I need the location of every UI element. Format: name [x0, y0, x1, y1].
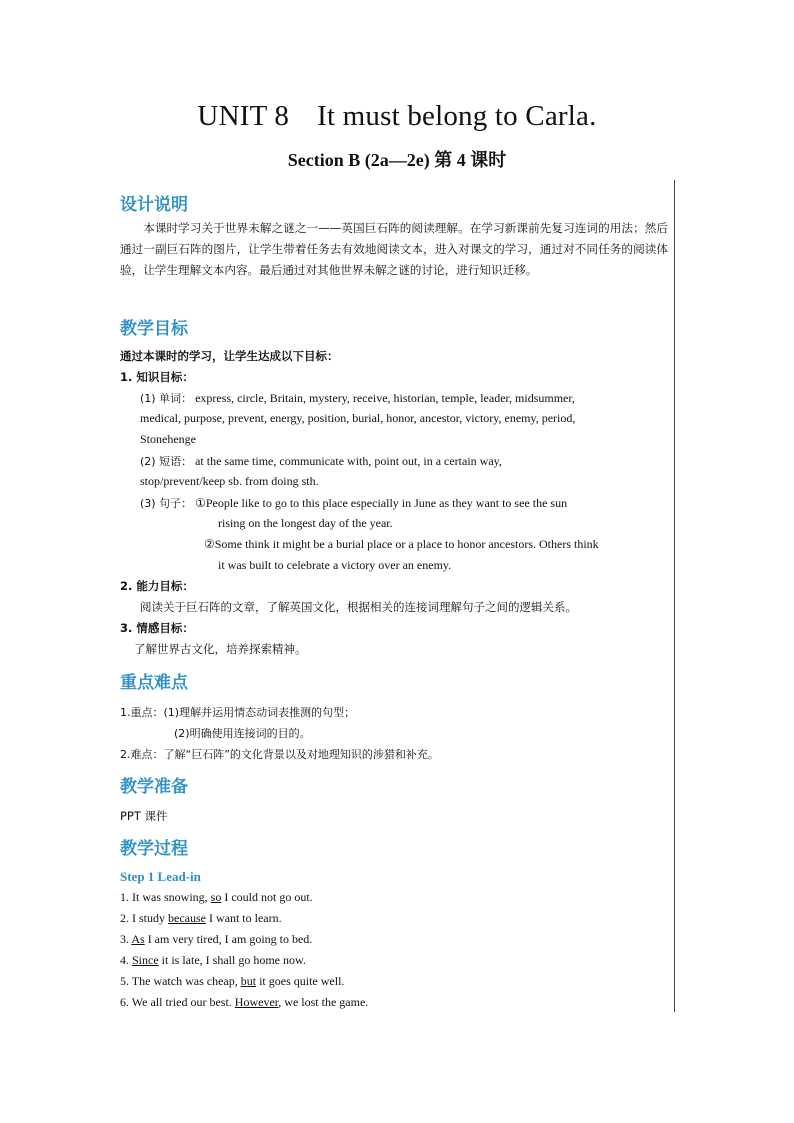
- step-1-title: Step 1 Lead-in: [120, 869, 201, 884]
- sentence-text: I am very tired, I am going to bed.: [144, 932, 313, 946]
- sentence-text: 2. I study: [120, 911, 168, 925]
- connective-word: As: [131, 932, 145, 946]
- connective-word: because: [168, 911, 206, 925]
- words-line-1: [140, 390, 575, 406]
- keypoints-heading: 重点难点: [120, 673, 188, 693]
- sentence-text: I want to learn.: [205, 911, 282, 925]
- sentence-1b: rising on the longest day of the year.: [218, 516, 393, 530]
- sentence-text: 3.: [120, 932, 132, 946]
- emotion-title: 3. 情感目标：: [120, 621, 194, 635]
- key-point-1: (1)理解并运用情态动词表推测的句型；: [163, 706, 356, 719]
- sentence-text: it is late, I shall go home now.: [158, 953, 306, 967]
- unit-number: UNIT 8: [197, 100, 290, 132]
- objectives-heading: 教学目标: [120, 319, 188, 339]
- phrases-label: (2) 短语：: [140, 455, 193, 468]
- key-point-2: (2)明确使用连接词的目的。: [174, 727, 311, 740]
- design-heading: 设计说明: [120, 195, 188, 215]
- section-subtitle: Section B (2a—2e) 第 4 课时: [287, 150, 507, 170]
- leadin-sentence: [120, 974, 344, 989]
- sentence-2a: ②Some think it might be a burial place or a place to honor ancestors. Others think: [204, 537, 599, 551]
- prep-text: PPT 课件: [120, 809, 168, 823]
- connective-word: so: [210, 890, 222, 904]
- words-text: express, circle, Britain, mystery, receive, historian, temple, leader, midsummer,: [195, 391, 575, 405]
- sentence-1-line-1: [140, 495, 567, 511]
- design-text: 本课时学习关于世界未解之谜之一——英国巨石阵的阅读理解。在学习新课前先复习连词的用法；然后通过一副巨石阵的图片，让学生带着任务去有效地阅读文本，进入对课文的学习，通过对不同任务的阅读体验，让学生理解文本内容。最后通过对其他世界未解之谜的讨论，进行知识迁移。: [120, 221, 668, 277]
- sentence-text: I could not go out.: [221, 890, 313, 904]
- prep-heading: 教学准备: [120, 777, 188, 797]
- sentence-text: 5. The watch was cheap,: [120, 974, 241, 988]
- sentence-text: it goes quite well.: [256, 974, 345, 988]
- words-line-2: medical, purpose, prevent, energy, position, burial, honor, ancestor, victory, enemy, period,: [140, 411, 576, 425]
- sentence-text: 1. It was snowing,: [120, 890, 211, 904]
- leadin-sentence: [120, 953, 306, 968]
- leadin-sentence: [120, 995, 368, 1010]
- difficulty-text: 了解“巨石阵”的文化背景以及对地理知识的涉猎和补充。: [163, 748, 439, 761]
- sentence-text: , we lost the game.: [278, 995, 369, 1009]
- vertical-rule: [674, 180, 675, 1012]
- sentences-label: (3) 句子：: [140, 497, 193, 510]
- difficulty-line: [120, 746, 439, 762]
- connective-word: but: [240, 974, 257, 988]
- sentence-1a: ①People like to go to this place especially in June as they want to see the sun: [195, 496, 568, 510]
- sentence-text: 4.: [120, 953, 132, 967]
- words-label: (1) 单词：: [140, 392, 193, 405]
- key-label: 1.重点：: [120, 706, 164, 719]
- ability-text: 阅读关于巨石阵的文章，了解英国文化，根据相关的连接词理解句子之间的逻辑关系。: [140, 600, 577, 614]
- phrases-text: at the same time, communicate with, point out, in a certain way,: [195, 454, 502, 468]
- connective-word: Since: [132, 953, 159, 967]
- connective-word: However: [234, 995, 279, 1009]
- knowledge-title: 1. 知识目标：: [120, 370, 194, 384]
- ability-title: 2. 能力目标：: [120, 579, 194, 593]
- phrases-line-1: [140, 453, 502, 469]
- difficulty-label: 2.难点：: [120, 748, 164, 761]
- leadin-sentence: [120, 890, 313, 905]
- leadin-sentence: [120, 932, 312, 947]
- leadin-sentence: [120, 911, 282, 926]
- objectives-intro: 通过本课时的学习，让学生达成以下目标：: [120, 349, 339, 363]
- unit-title: [0, 100, 794, 133]
- unit-name: It must belong to Carla.: [317, 100, 597, 132]
- key-line-1: [120, 704, 355, 720]
- sentence-text: 6. We all tried our best.: [120, 995, 235, 1009]
- process-heading: 教学过程: [120, 839, 188, 859]
- words-line-3: Stonehenge: [140, 432, 196, 446]
- emotion-text: 了解世界古文化，培养探索精神。: [134, 642, 307, 656]
- sentence-2b: it was built to celebrate a victory over an enemy.: [218, 558, 452, 572]
- phrases-line-2: stop/prevent/keep sb. from doing sth.: [140, 474, 319, 488]
